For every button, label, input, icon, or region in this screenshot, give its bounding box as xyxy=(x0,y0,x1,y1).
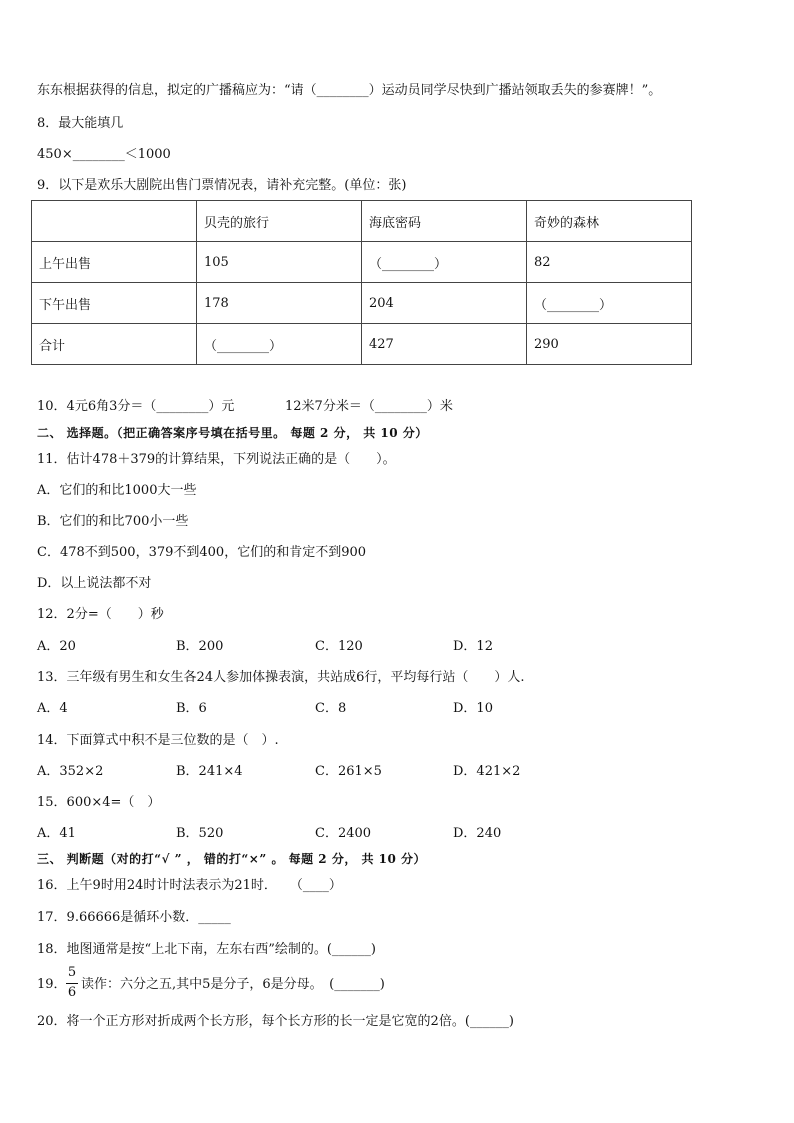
table-cell: 上午出售 xyxy=(32,242,197,283)
table-row xyxy=(32,242,692,283)
intro-blank[interactable]: ________ xyxy=(316,83,369,98)
q9-title: 9．以下是欢乐大剧院出售门票情况表，请补充完整。(单位：张) xyxy=(37,178,407,193)
q11-option-a[interactable]: A．它们的和比1000大一些 xyxy=(37,483,197,498)
q13-option-c[interactable]: C．8 xyxy=(315,701,347,716)
ticket-table xyxy=(31,200,692,365)
q10-part-a[interactable]: 10．4元6角3分＝（________）元 xyxy=(37,399,235,414)
q13-option-a[interactable]: A．4 xyxy=(37,701,68,716)
intro-text-b: ）运动员同学尽快到广播站领取丢失的参赛牌！”。 xyxy=(368,83,662,98)
table-cell-blank[interactable]: （________） xyxy=(362,242,527,283)
q14-option-a[interactable]: A．352×2 xyxy=(37,764,104,779)
intro-text-a: 东东根据获得的信息，拟定的广播稿应为：“请（ xyxy=(37,83,317,98)
intro-line xyxy=(37,82,661,100)
table-cell: 合计 xyxy=(32,324,197,365)
q15-option-c[interactable]: C．2400 xyxy=(315,826,372,841)
table-cell: 427 xyxy=(362,324,527,365)
q8-title: 8．最大能填几 xyxy=(37,116,124,131)
q11-option-c[interactable]: C．478不到500，379不到400，它们的和肯定不到900 xyxy=(37,545,367,560)
table-cell: 下午出售 xyxy=(32,283,197,324)
section-3-heading: 三、 判断题（对的打“√ ” ， 错的打“×” 。 每题 2 分， 共 10 分） xyxy=(37,852,427,866)
table-header-cell xyxy=(32,201,197,242)
q18-statement[interactable]: 18．地图通常是按“上北下南，左东右西”绘制的。(______) xyxy=(37,942,376,957)
q8-blank[interactable]: ________ xyxy=(72,147,125,162)
q13-stem: 13．三年级有男生和女生各24人参加体操表演，共站成6行，平均每行站（ ）人. xyxy=(37,670,525,685)
q11-option-b[interactable]: B．它们的和比700小一些 xyxy=(37,514,189,529)
q12-option-c[interactable]: C．120 xyxy=(315,639,363,654)
table-cell: 178 xyxy=(197,283,362,324)
q19-statement[interactable]: 读作：六分之五,其中5是分子，6是分母。 (_______) xyxy=(81,977,385,992)
q12-option-a[interactable]: A．20 xyxy=(37,639,76,654)
q8-expr-b: ＜1000 xyxy=(124,147,171,162)
table-header-cell: 奇妙的森林 xyxy=(527,201,692,242)
q13-option-d[interactable]: D．10 xyxy=(453,701,493,716)
table-cell: 82 xyxy=(527,242,692,283)
q19-number: 19． xyxy=(37,977,67,992)
q14-option-c[interactable]: C．261×5 xyxy=(315,764,382,779)
q15-option-a[interactable]: A．41 xyxy=(37,826,76,841)
q14-option-b[interactable]: B．241×4 xyxy=(176,764,243,779)
section-2-heading: 二、 选择题。（把正确答案序号填在括号里。 每题 2 分， 共 10 分） xyxy=(37,426,428,440)
table-row xyxy=(32,283,692,324)
table-header-cell: 贝壳的旅行 xyxy=(197,201,362,242)
q12-option-d[interactable]: D．12 xyxy=(453,639,493,654)
table-cell: 204 xyxy=(362,283,527,324)
table-row xyxy=(32,324,692,365)
table-header-cell: 海底密码 xyxy=(362,201,527,242)
q12-stem: 12．2分=（ ）秒 xyxy=(37,607,164,622)
q8-expression xyxy=(37,146,171,164)
q11-stem: 11．估计478＋379的计算结果，下列说法正确的是（ ）。 xyxy=(37,452,396,467)
table-cell-blank[interactable]: （________） xyxy=(197,324,362,365)
q11-option-d[interactable]: D．以上说法都不对 xyxy=(37,576,152,591)
q12-option-b[interactable]: B．200 xyxy=(176,639,224,654)
table-header-row xyxy=(32,201,692,242)
q13-option-b[interactable]: B．6 xyxy=(176,701,207,716)
table-cell: 105 xyxy=(197,242,362,283)
q16-statement[interactable]: 16．上午9时用24时计时法表示为21时． （____） xyxy=(37,878,342,893)
q19-fraction-bar xyxy=(66,983,78,984)
q14-option-d[interactable]: D．421×2 xyxy=(453,764,521,779)
q15-option-b[interactable]: B．520 xyxy=(176,826,224,841)
table-cell-blank[interactable]: （________） xyxy=(527,283,692,324)
q20-statement[interactable]: 20．将一个正方形对折成两个长方形，每个长方形的长一定是它宽的2倍。(______) xyxy=(37,1014,514,1029)
q10-part-b[interactable]: 12米7分米＝（________）米 xyxy=(285,399,453,414)
q15-stem: 15．600×4=（ ） xyxy=(37,795,161,810)
q8-expr-a: 450× xyxy=(37,147,73,162)
q19-denominator: 6 xyxy=(67,985,77,1000)
table-cell: 290 xyxy=(527,324,692,365)
q14-stem: 14．下面算式中积不是三位数的是（ ）. xyxy=(37,733,279,748)
q15-option-d[interactable]: D．240 xyxy=(453,826,502,841)
q17-statement[interactable]: 17．9.66666是循环小数．_____ xyxy=(37,910,231,925)
q19-numerator: 5 xyxy=(67,965,77,980)
